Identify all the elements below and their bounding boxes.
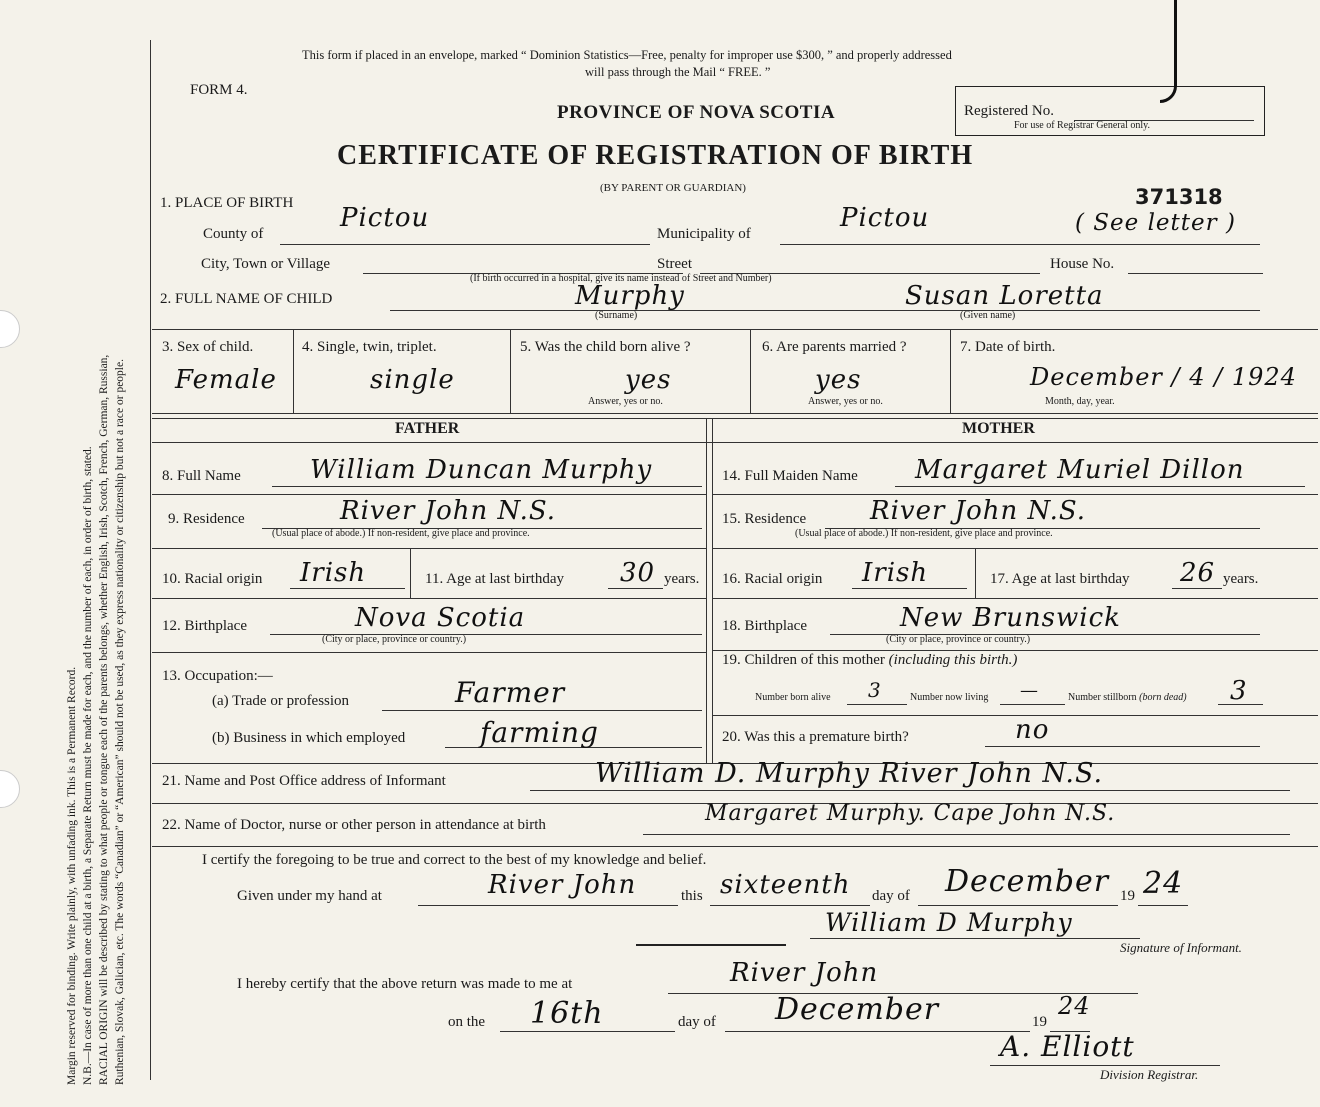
now-living-label: Number now living [910, 692, 989, 703]
registrar-signature: A. Elliott [1000, 1030, 1135, 1063]
child-given-value: Susan Loretta [905, 281, 1104, 311]
mother-racial-label: 16. Racial origin [722, 571, 823, 587]
year2-prefix: 19 [1032, 1014, 1047, 1030]
father-name-value: William Duncan Murphy [310, 455, 653, 485]
province-heading: PROVINCE OF NOVA SCOTIA [557, 102, 836, 123]
surname-caption: (Surname) [595, 310, 638, 321]
stillborn-label-note: (born dead) [1139, 692, 1187, 703]
year2-value: 24 [1058, 992, 1091, 1020]
single-twin-label: 4. Single, twin, triplet. [302, 339, 437, 355]
given-name-caption: (Given name) [960, 310, 1016, 321]
mother-years-label: years. [1223, 571, 1259, 587]
father-residence-value: River John N.S. [340, 496, 556, 526]
this-day-value: sixteenth [720, 870, 851, 900]
child-surname-value: Murphy [575, 281, 685, 311]
mother-racial-value: Irish [862, 558, 929, 588]
mother-name-value: Margaret Muriel Dillon [915, 455, 1245, 485]
on-the-label: on the [448, 1014, 486, 1030]
father-birthplace-label: 12. Birthplace [162, 618, 247, 634]
father-birthplace-caption: (City or place, province or country.) [322, 634, 467, 645]
informant-value: William D. Murphy River John N.S. [595, 758, 1104, 789]
form-number: FORM 4. [190, 82, 248, 98]
date-of-birth-label: 7. Date of birth. [960, 339, 1056, 355]
on-the-value: 16th [530, 996, 604, 1031]
father-age-value: 30 [620, 558, 656, 588]
municipality-value: Pictou [840, 203, 930, 233]
envelope-note-line2: will pass through the Mail “ FREE. ” [585, 65, 771, 79]
single-twin-value: single [370, 365, 455, 395]
trade-value: Farmer [455, 676, 566, 709]
children-label-text: 19. Children of this mother [722, 652, 885, 668]
mother-name-label: 14. Full Maiden Name [722, 468, 858, 484]
born-alive-count-value: 3 [868, 678, 882, 702]
child-name-label: 2. FULL NAME OF CHILD [160, 291, 333, 307]
day-of-label-2: day of [678, 1014, 716, 1030]
hospital-note: (If birth occurred in a hospital, give its name instead of Street and Number) [470, 273, 772, 284]
premature-value: no [1015, 715, 1050, 745]
binding-hole-bottom [0, 770, 20, 808]
informant-signature-caption: Signature of Informant. [1120, 940, 1242, 955]
margin-note-racial-origin-2: Ruthenian, Slovak, Galician, etc. The words “Canadian” or “American” should not be used, as they express nationality or citizenship but not a race or people. [114, 359, 126, 1085]
given-place-value: River John [488, 870, 637, 900]
date-of-birth-value: December / 4 / 1924 [1030, 363, 1297, 391]
parents-married-value: yes [815, 365, 862, 395]
certificate-title: CERTIFICATE OF REGISTRATION OF BIRTH [337, 140, 974, 171]
born-alive-label: 5. Was the child born alive ? [520, 339, 691, 355]
pen-stroke-mark [1160, 0, 1177, 103]
municipality-label: Municipality of [657, 226, 751, 242]
made-at-value: River John [730, 958, 879, 988]
mother-birthplace-label: 18. Birthplace [722, 618, 807, 634]
day-of-value: December [945, 864, 1110, 899]
now-living-value: — [1020, 680, 1039, 701]
father-heading: FATHER [395, 420, 460, 437]
father-name-label: 8. Full Name [162, 468, 241, 484]
certificate-subtitle: (BY PARENT OR GUARDIAN) [600, 182, 746, 194]
born-alive-caption: Answer, yes or no. [588, 396, 663, 407]
trade-label: (a) Trade or profession [212, 693, 350, 709]
mother-age-value: 26 [1180, 558, 1216, 588]
margin-note-binding: Margin reserved for binding. Write plainly, with unfading ink. This is a Permanent Record. [66, 666, 78, 1085]
premature-label: 20. Was this a premature birth? [722, 729, 909, 745]
stillborn-value: 3 [1230, 676, 1248, 706]
day-of-label: day of [872, 888, 910, 904]
father-racial-value: Irish [300, 558, 367, 588]
registered-number-stamp: 371318 [1135, 185, 1223, 209]
father-years-label: years. [664, 571, 700, 587]
parents-married-caption: Answer, yes or no. [808, 396, 883, 407]
father-age-label: 11. Age at last birthday [425, 571, 564, 587]
business-label: (b) Business in which employed [212, 730, 406, 746]
children-label [722, 652, 1017, 669]
mother-heading: MOTHER [962, 420, 1035, 437]
father-birthplace-value: Nova Scotia [355, 603, 526, 633]
year-prefix: 19 [1120, 888, 1135, 904]
margin-note-racial-origin: RACIAL ORIGIN will be described by stating to what people or tongue each of the parents belongs, whether English, Irish, Scotch, French, German, Russian, [98, 354, 110, 1085]
mother-age-label: 17. Age at last birthday [990, 571, 1130, 587]
mother-residence-label: 15. Residence [722, 511, 807, 527]
date-of-birth-caption: Month, day, year. [1045, 396, 1115, 407]
county-value: Pictou [340, 203, 430, 233]
city-label: City, Town or Village [201, 256, 331, 272]
parents-married-label: 6. Are parents married ? [762, 339, 907, 355]
day-of-value-2: December [775, 992, 940, 1027]
mother-birthplace-value: New Brunswick [900, 603, 1121, 633]
father-residence-caption: (Usual place of abode.) If non-resident, give place and province. [272, 528, 530, 539]
envelope-note-line1: This form if placed in an envelope, marked “ Dominion Statistics—Free, penalty for improper use $300, ” and properly addressed [302, 48, 952, 62]
born-alive-value: yes [625, 365, 672, 395]
county-label: County of [203, 226, 264, 242]
house-no-label: House No. [1050, 256, 1115, 272]
informant-signature: William D Murphy [825, 908, 1073, 937]
doctor-value: Margaret Murphy. Cape John N.S. [705, 801, 1116, 826]
father-residence-label: 9. Residence [168, 511, 245, 527]
binding-hole-top [0, 310, 20, 348]
doctor-label: 22. Name of Doctor, nurse or other person in attendance at birth [162, 817, 546, 833]
children-label-note: (including this birth.) [888, 652, 1018, 668]
stillborn-label [1068, 692, 1187, 703]
registered-no-box [955, 86, 1265, 136]
sex-value: Female [175, 365, 277, 395]
left-border-line [150, 40, 151, 1080]
year-value: 24 [1143, 866, 1184, 901]
margin-note-multiple-births: N.B.—In case of more than one child at a birth, a Separate Return must be made for each, and the number of each, in order of birth, stated. [82, 446, 94, 1085]
mother-residence-caption: (Usual place of abode.) If non-resident, give place and province. [795, 528, 1053, 539]
born-alive-count-label: Number born alive [755, 692, 831, 703]
business-value: farming [480, 716, 599, 749]
sex-label: 3. Sex of child. [162, 339, 254, 355]
occupation-label: 13. Occupation:— [162, 668, 273, 684]
mother-birthplace-caption: (City or place, province or country.) [886, 634, 1031, 645]
this-label: this [681, 888, 703, 904]
certify-statement: I certify the foregoing to be true and correct to the best of my knowledge and belief. [202, 852, 707, 868]
informant-label: 21. Name and Post Office address of Informant [162, 773, 446, 789]
certify-return-label: I hereby certify that the above return was made to me at [237, 976, 573, 992]
mother-residence-value: River John N.S. [870, 496, 1086, 526]
place-of-birth-label: 1. PLACE OF BIRTH [160, 195, 294, 211]
registered-no-label: Registered No. [964, 103, 1054, 119]
given-under-hand-label: Given under my hand at [237, 888, 382, 904]
registrar-use-note: For use of Registrar General only. [1014, 120, 1150, 131]
see-letter-note: ( See letter ) [1075, 210, 1236, 236]
street-label: Street [657, 256, 692, 272]
stillborn-label-text: Number stillborn [1068, 692, 1137, 703]
registrar-caption: Division Registrar. [1100, 1067, 1199, 1082]
father-racial-label: 10. Racial origin [162, 571, 263, 587]
